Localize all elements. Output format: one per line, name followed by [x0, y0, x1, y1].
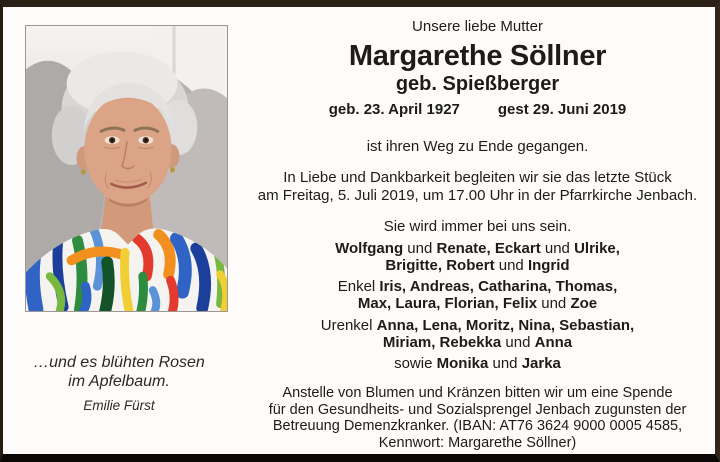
donation-line-3: Betreuung Demenzkranker. (IBAN: AT76 3624 9000 0005 4585,: [272, 418, 683, 434]
children-line-1: Wolfgang und Renate, Eckart und Ulrike,: [335, 239, 620, 257]
intro-line: Unsere liebe Mutter: [412, 18, 543, 35]
also-mourners: [240, 355, 715, 372]
birth-date: geb. 23. April 1927: [328, 101, 460, 118]
memorial-quote: [3, 353, 235, 391]
mourners-list: [240, 240, 715, 373]
children-names: [240, 240, 715, 274]
grandchildren-line-1: Enkel Iris, Andreas, Catharina, Thomas,: [337, 278, 618, 295]
portrait-photo: [25, 25, 228, 312]
great-grandchildren-names: [240, 317, 715, 351]
also-line: sowie Monika und Jarka: [394, 355, 561, 372]
great-grandchildren-line-2: Miriam, Rebekka und Anna: [382, 333, 573, 351]
left-column: [3, 7, 235, 454]
remembrance-line: Sie wird immer bei uns sein.: [383, 218, 572, 235]
quote-line-1: …und es blühten Rosen: [33, 354, 205, 371]
life-dates: [240, 101, 715, 118]
notice-text-column: [240, 7, 715, 451]
funeral-line-2: am Freitag, 5. Juli 2019, um 17.00 Uhr in der Pfarrkirche Jenbach.: [257, 186, 698, 204]
quote-author: Emilie Fürst: [83, 398, 155, 413]
children-line-2: Brigitte, Robert und Ingrid: [385, 256, 570, 274]
deceased-name: Margarethe Söllner: [348, 40, 607, 72]
great-grandchildren-line-1: Urenkel Anna, Lena, Moritz, Nina, Sebastian,: [320, 316, 635, 334]
donation-line-1: Anstelle von Blumen und Kränzen bitten wir um eine Spende: [282, 385, 673, 401]
donation-line-2: für den Gesundheits- und Sozialsprengel Jenbach zugunsten der: [268, 401, 687, 418]
portrait-illustration: [26, 26, 227, 311]
funeral-info: [240, 169, 715, 204]
grandchildren-line-2: Max, Laura, Florian, Felix und Zoe: [357, 295, 598, 312]
passing-line: ist ihren Weg zu Ende gegangen.: [366, 138, 589, 155]
grandchildren-names: [240, 278, 715, 312]
funeral-line-1: In Liebe und Dankbarkeit begleiten wir sie das letzte Stück: [283, 169, 672, 186]
quote-line-2: im Apfelbaum.: [68, 373, 170, 390]
maiden-name: geb. Spießberger: [395, 73, 560, 95]
donation-info: [240, 385, 715, 451]
death-date: gest 29. Juni 2019: [497, 101, 627, 118]
donation-line-4: Kennwort: Margarethe Söllner): [378, 434, 577, 451]
